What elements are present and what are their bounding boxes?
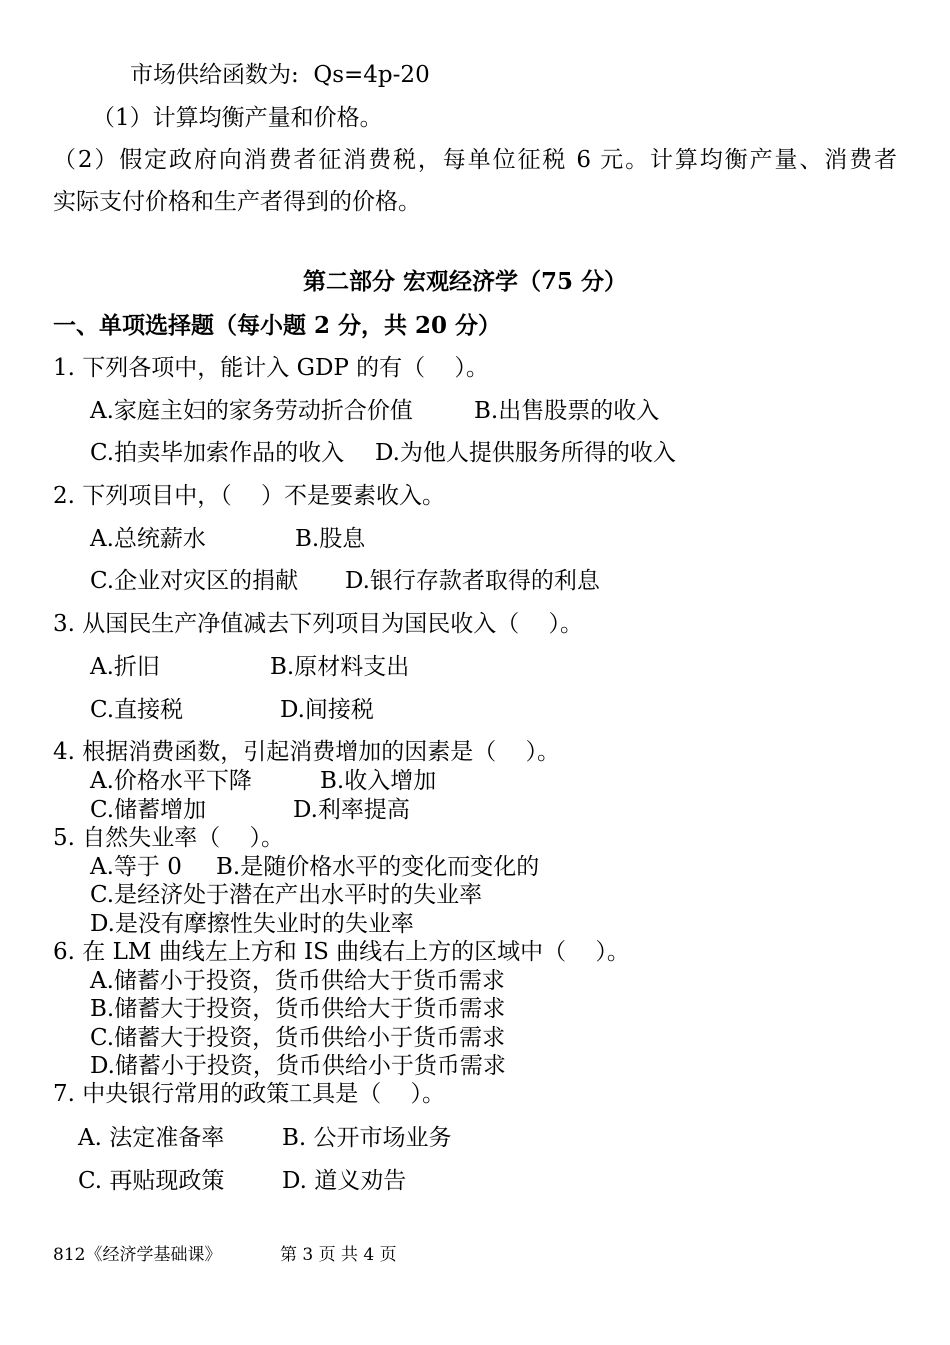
part-title: 第二部分 宏观经济学（75 分） (303, 268, 628, 295)
question-2-option-d: D.银行存款者取得的利息 (345, 568, 600, 594)
question-7-option-c: C. 再贴现政策 (78, 1168, 225, 1194)
footer-page-number: 第 3 页 共 4 页 (280, 1245, 397, 1265)
question-5-option-b: B.是随价格水平的变化而变化的 (216, 854, 540, 880)
question-1-stem: 1. 下列各项中，能计入 GDP 的有（ ）。 (53, 355, 489, 381)
question-5-option-c: C.是经济处于潜在产出水平时的失业率 (90, 882, 483, 908)
question-2-stem: 2. 下列项目中，（ ）不是要素收入。 (53, 483, 445, 509)
question-4-option-c: C.储蓄增加 (90, 797, 207, 823)
question-1-option-c: C.拍卖毕加索作品的收入 (90, 440, 345, 466)
question-7-option-d: D. 道义劝告 (282, 1168, 407, 1194)
section-title: 一、单项选择题（每小题 2 分，共 20 分） (53, 312, 502, 339)
question-part-1: （1）计算均衡产量和价格。 (92, 105, 383, 131)
question-part-2-line-1: （2）假定政府向消费者征消费税，每单位征税 6 元。计算均衡产量、消费者 (53, 147, 897, 173)
question-1-option-b: B.出售股票的收入 (474, 398, 660, 424)
question-3-option-b: B.原材料支出 (270, 654, 410, 680)
question-part-2-line-2: 实际支付价格和生产者得到的价格。 (53, 189, 421, 215)
question-6-option-b: B.储蓄大于投资，货币供给大于货币需求 (90, 996, 506, 1022)
question-6-option-d: D.储蓄小于投资，货币供给小于货币需求 (90, 1053, 506, 1079)
question-2-option-a: A.总统薪水 (90, 526, 206, 552)
question-7-stem: 7. 中央银行常用的政策工具是（ ）。 (53, 1081, 445, 1107)
footer-course: 812《经济学基础课》 (53, 1245, 222, 1265)
question-2-option-b: B.股息 (295, 526, 366, 552)
question-6-option-c: C.储蓄大于投资，货币供给小于货币需求 (90, 1025, 506, 1051)
question-4-option-a: A.价格水平下降 (90, 768, 252, 794)
question-4-option-d: D.利率提高 (293, 797, 410, 823)
question-5-option-a: A.等于 0 (90, 854, 182, 880)
question-5-option-d: D.是没有摩擦性失业时的失业率 (90, 911, 414, 937)
question-5-stem: 5. 自然失业率（ ）。 (53, 825, 284, 851)
question-3-stem: 3. 从国民生产净值减去下列项目为国民收入（ ）。 (53, 611, 583, 637)
question-7-option-a: A. 法定准备率 (78, 1125, 225, 1151)
question-3-option-d: D.间接税 (280, 697, 374, 723)
supply-function-line: 市场供给函数为: Qs=4p-20 (130, 62, 430, 88)
question-4-option-b: B.收入增加 (320, 768, 437, 794)
question-6-option-a: A.储蓄小于投资，货币供给大于货币需求 (90, 968, 505, 994)
question-1-option-a: A.家庭主妇的家务劳动折合价值 (90, 398, 413, 424)
question-3-option-a: A.折旧 (90, 654, 160, 680)
question-6-stem: 6. 在 LM 曲线左上方和 IS 曲线右上方的区域中（ ）。 (53, 939, 630, 965)
question-7-option-b: B. 公开市场业务 (282, 1125, 452, 1151)
question-4-stem: 4. 根据消费函数，引起消费增加的因素是（ ）。 (53, 739, 560, 765)
question-1-option-d: D.为他人提供服务所得的收入 (375, 440, 676, 466)
question-3-option-c: C.直接税 (90, 697, 184, 723)
question-2-option-c: C.企业对灾区的捐献 (90, 568, 299, 594)
